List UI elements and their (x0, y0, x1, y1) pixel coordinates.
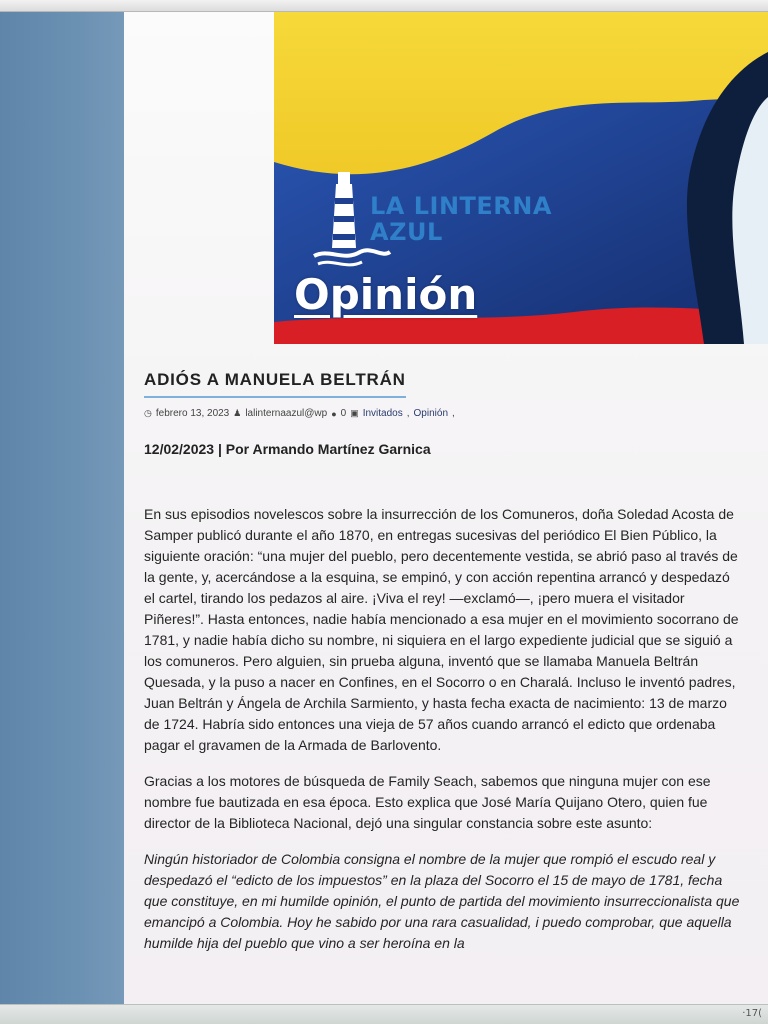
post-author[interactable]: lalinternaazul@wp (245, 408, 328, 419)
system-tray-text: ·17( (742, 1008, 762, 1019)
user-icon: ♟ (233, 408, 242, 418)
paragraph: En sus episodios novelescos sobre la insurrección de los Comuneros, doña Soledad Acosta de Samper publicó durante el año 1870, en entregas sucesivas del periódico El Bien Público, la siguiente oración: “una mujer del pueblo, pero decentemente vestida, se abrió paso al través de la gente, y, acercándose a la esquina, se empinó, y con acción repentina arrancó y despedazó el cartel, tirando los pedazos al aire. ¡Viva el rey! —exclamó—, ¡pero muera el visitador Piñeres!”. Hasta entonces, nadie había mencionado a esa mujer en el movimiento socorrano de 1781, y nadie había dicho su nombre, ni siquiera en el largo expediente judicial que se siguió a los comuneros. Pero alguien, sin prueba alguna, inventó que se llamaba Manuela Beltrán Quesada, y la puso a nacer en Confines, en el Socorro o en Charalá. Incluso le inventó padres, Juan Beltrán y Ángela de Archila Sarmiento, y hasta fecha exacta de nacimiento: 13 de marzo de 1724. Habría sido entonces una vieja de 57 años cuando arrancó el edicto que ordenaba pagar el gravamen de la Armada de Barlovento. (144, 506, 739, 753)
brand-logo-text (370, 194, 552, 244)
comment-icon: ● (331, 408, 337, 419)
category-separator: , (452, 408, 455, 419)
clock-icon: ◷ (144, 408, 152, 418)
left-background-panel (0, 12, 124, 1024)
opinion-banner (274, 12, 768, 344)
taskbar (0, 1004, 768, 1024)
banner-title: Opinión (294, 270, 478, 319)
category-link-invitados[interactable]: Invitados (362, 408, 403, 419)
paragraph: Gracias a los motores de búsqueda de Family Seach, sabemos que ninguna mujer con ese nombre fue bautizada en esa época. Esto explica que José María Quijano Otero, quien fue director de la Biblioteca Nacional, dejó una singular constancia sobre este asunto: (144, 773, 711, 831)
post-meta (144, 408, 744, 419)
category-separator: , (406, 408, 410, 419)
category-link-opinion[interactable]: Opinión (413, 408, 448, 419)
web-page (124, 12, 768, 1012)
block-quote: Ningún historiador de Colombia consigna el nombre de la mujer que rompió el escudo real y despedazó el “edicto de los impuestos” en la plaza del Socorro el 15 de mayo de 1781, fecha que constituye, en mi humilde opinión, el punto de partida del movimiento insurreccionalista que emancipó a Colombia. Hoy he sabido por una rara casualidad, i puedo comprobar, que aquella humilde hija del pueblo que vino a ser heroína en la (144, 851, 740, 951)
article-title: ADIÓS A MANUELA BELTRÁN (144, 370, 406, 398)
post-date[interactable]: febrero 13, 2023 (155, 408, 230, 419)
brand-line2: AZUL (370, 218, 443, 246)
browser-top-edge (0, 0, 768, 12)
article (144, 370, 744, 969)
article-body (144, 504, 744, 954)
folder-icon: ▣ (350, 408, 359, 418)
article-byline: 12/02/2023 | Por Armando Martínez Garnica (144, 441, 431, 457)
brand-line1: LA LINTERNA (370, 192, 552, 220)
comment-count[interactable]: 0 (340, 408, 347, 419)
